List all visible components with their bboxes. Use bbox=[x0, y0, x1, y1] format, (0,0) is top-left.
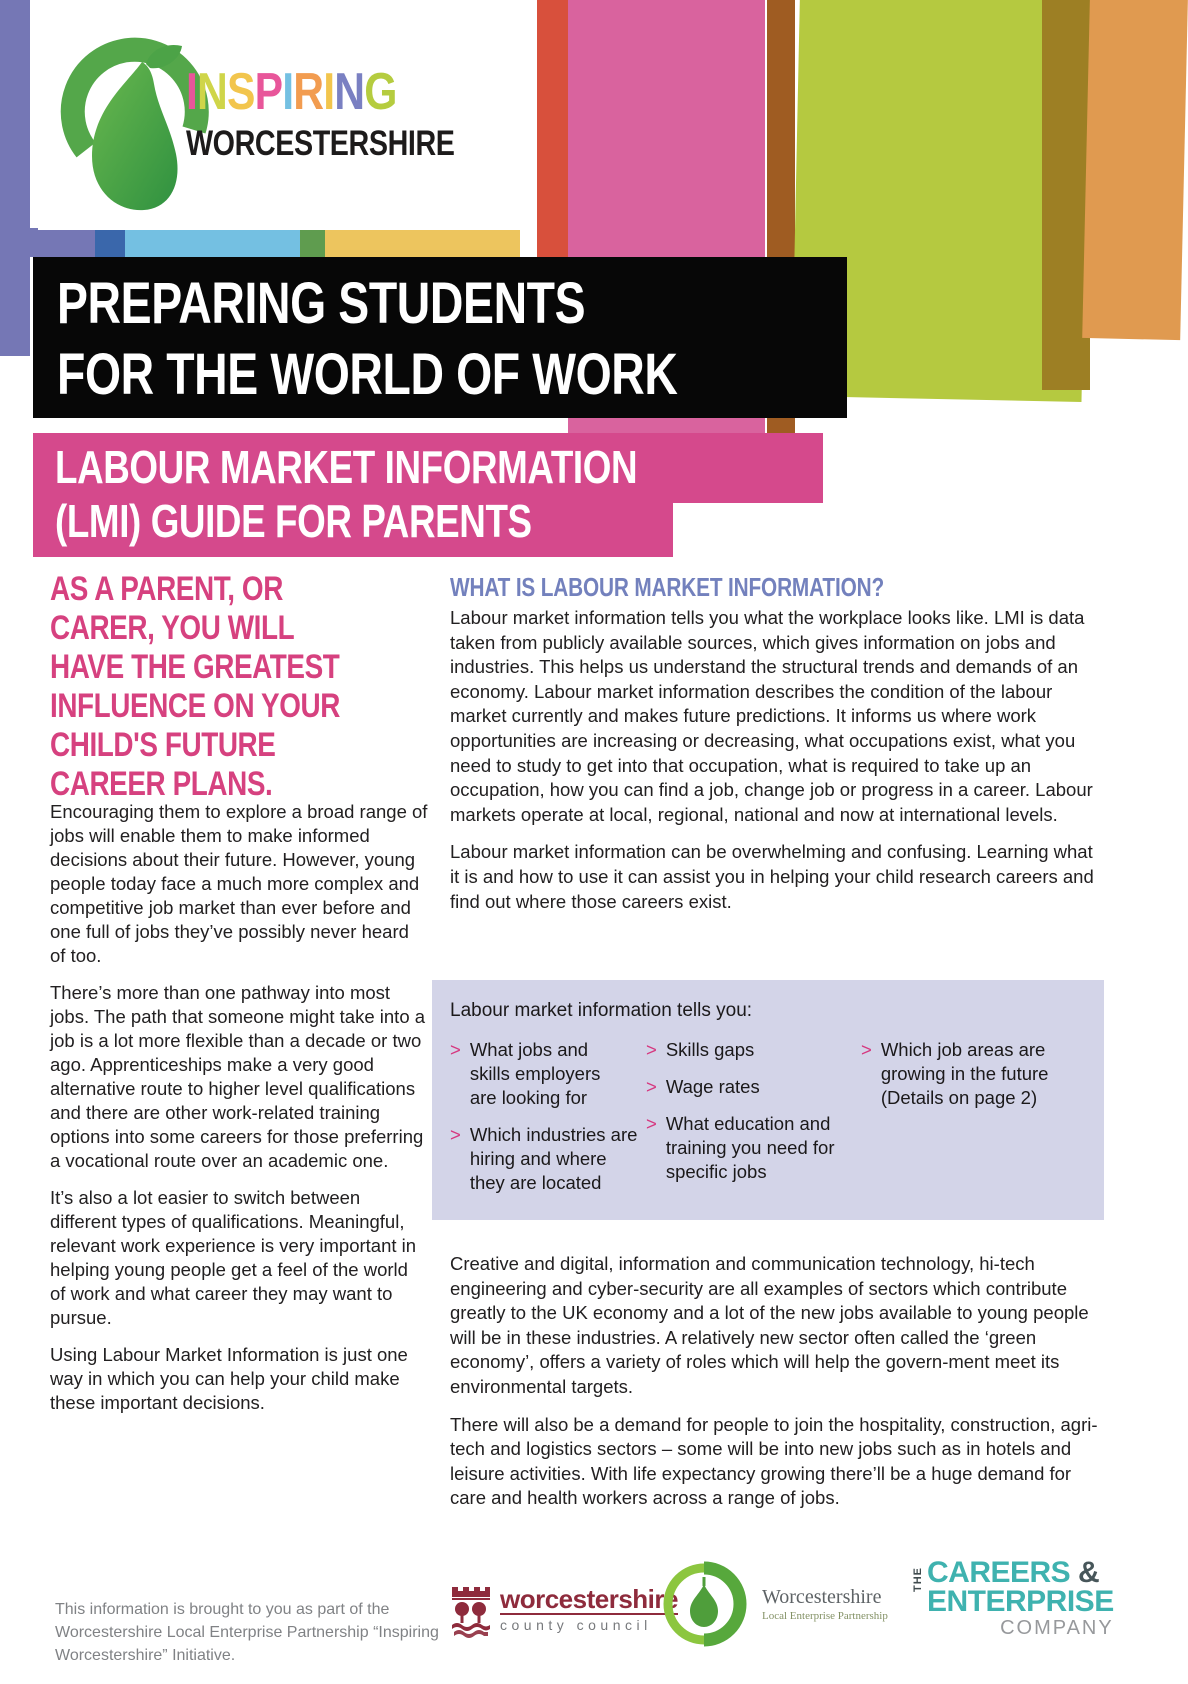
paragraph: It’s also a lot easier to switch between different types of qualifications. Meaningful, relevant work experience is very important in helping young people get a feel of the world of work and what career they may want to pursue. bbox=[50, 1187, 417, 1328]
list-item bbox=[646, 1112, 861, 1184]
brand-letter: I bbox=[323, 63, 335, 121]
art-strip-green bbox=[300, 228, 325, 257]
list-item-text: What education and training you need for specific jobs bbox=[665, 1113, 835, 1182]
chevron-bullet-icon: > bbox=[450, 1124, 461, 1145]
chevron-bullet-icon: > bbox=[450, 1039, 461, 1060]
lep-wordmark: Worcestershire bbox=[762, 1586, 882, 1608]
list-item bbox=[861, 1038, 1071, 1110]
brand-letter: G bbox=[364, 63, 397, 121]
careers-enterprise-company-logo bbox=[912, 1558, 1114, 1640]
brand-letter: S bbox=[227, 63, 255, 121]
list-item bbox=[450, 1038, 646, 1110]
art-strip-skyblue bbox=[125, 228, 300, 257]
title-line: FOR THE WORLD OF WORK bbox=[57, 342, 678, 407]
cec-company-line: COMPANY bbox=[1000, 1617, 1114, 1639]
infobox-column-3 bbox=[861, 1038, 1071, 1208]
list-item bbox=[646, 1038, 861, 1062]
right-column-heading bbox=[450, 572, 1110, 603]
chevron-bullet-icon: > bbox=[646, 1076, 657, 1097]
title-banner bbox=[33, 257, 847, 418]
brand-letter: R bbox=[293, 63, 324, 121]
worcestershire-lep-logo bbox=[660, 1560, 888, 1648]
heading-line: CAREER PLANS. bbox=[50, 765, 273, 803]
heading-line: INFLUENCE ON YOUR bbox=[50, 687, 340, 725]
brand-wordmark-inspiring bbox=[186, 62, 455, 122]
worcestershire-county-council-logo bbox=[450, 1585, 678, 1641]
county-crest-icon bbox=[450, 1585, 492, 1641]
heading-line: CHILD'S FUTURE bbox=[50, 726, 276, 764]
heading-line: CARER, YOU WILL bbox=[50, 609, 295, 647]
list-item bbox=[450, 1123, 646, 1195]
list-item-text: Skills gaps bbox=[665, 1039, 755, 1060]
art-block-orange bbox=[1082, 0, 1188, 340]
cec-careers-line bbox=[927, 1558, 1114, 1587]
left-column-heading bbox=[50, 570, 450, 804]
title-line: PREPARING STUDENTS bbox=[57, 271, 586, 336]
cec-enterprise-line: ENTERPRISE bbox=[927, 1585, 1114, 1618]
brand-letter: N bbox=[334, 63, 365, 121]
paragraph: Labour market information tells you what the workplace looks like. LMI is data taken from publicly available sources, which gives information on jobs and industries. This helps us understand the structural trends and demands of an economy. Labour market information describes the condition of the labour market currently and makes future predictions. It informs us where work opportunities are increasing or decreasing, what occupations exist, what you need to study to get into that occupation, what is required to take up an occupation, how you can find a job, change job or progress in a career. Labour markets operate at local, regional, national and now at international levels. bbox=[450, 607, 1093, 825]
paragraph: There’s more than one pathway into most jobs. The path that someone might take into a job is a lot more flexible than a decade or two ago. Apprenticeships make a very good alternative route to higher level qualifications and there are other work-related training options into some careers for those preferring a vocational route over an academic one. bbox=[50, 982, 426, 1171]
list-item-text: Which job areas are growing in the future (Details on page 2) bbox=[880, 1039, 1049, 1108]
subtitle-line: (LMI) GUIDE FOR PARENTS bbox=[55, 495, 532, 547]
lep-subtitle: Local Enterprise Partnership bbox=[762, 1610, 888, 1622]
paragraph: Labour market information can be overwhelming and confusing. Learning what it is and how to use it can assist you in helping your child research careers and find out where those careers exist. bbox=[450, 841, 1094, 912]
right-column-body bbox=[450, 606, 1100, 927]
heading-line: HAVE THE GREATEST bbox=[50, 648, 340, 686]
art-strip-darkblue bbox=[95, 228, 125, 257]
brand-letter: I bbox=[282, 63, 294, 121]
art-strip-amber bbox=[325, 228, 520, 257]
brand-letter: P bbox=[254, 63, 283, 121]
paragraph: There will also be a demand for people to join the hospitality, construction, agri-tech and logistics sectors – some will be into new jobs such as in hotels and leisure activities. With life expectancy growing there’ll be a huge demand for care and health workers across a range of jobs. bbox=[450, 1413, 1098, 1509]
art-strip-red bbox=[537, 0, 568, 257]
lmi-infobox bbox=[432, 980, 1104, 1220]
left-column-body bbox=[50, 800, 428, 1428]
paragraph: Encouraging them to explore a broad range of jobs will enable them to make informed decisions about their future. However, young people today face a much more complex and competitive job market than ever before and one full of jobs they’ve possibly never heard of too. bbox=[50, 801, 428, 966]
subtitle-line: LABOUR MARKET INFORMATION bbox=[55, 441, 638, 493]
wcc-subtitle: county council bbox=[500, 1617, 652, 1633]
infobox-title: Labour market information tells you: bbox=[450, 1000, 753, 1021]
heading-line: WHAT IS LABOUR MARKET INFORMATION? bbox=[450, 572, 885, 602]
cec-the-label: THE bbox=[912, 1567, 924, 1592]
brand-letter: N bbox=[197, 63, 228, 121]
infobox-column-2 bbox=[646, 1038, 861, 1208]
brand-letter: I bbox=[186, 63, 198, 121]
cec-ampersand: & bbox=[1078, 1556, 1100, 1589]
subtitle-banner-text bbox=[55, 440, 783, 548]
art-strip-periwinkle bbox=[0, 0, 30, 356]
wcc-wordmark: worcestershire bbox=[500, 1584, 678, 1614]
right-column-body-lower bbox=[450, 1252, 1110, 1524]
cec-careers-text: CAREERS bbox=[927, 1556, 1079, 1589]
footer-note: This information is brought to you as part of the Worcestershire Local Enterprise Partnership “Inspiring Worcestershire” Initiative. bbox=[55, 1601, 439, 1664]
list-item bbox=[646, 1075, 861, 1099]
list-item-text: What jobs and skills employers are looking for bbox=[469, 1039, 601, 1108]
paragraph: Using Labour Market Information is just one way in which you can help your child make these important decisions. bbox=[50, 1344, 408, 1413]
chevron-bullet-icon: > bbox=[646, 1113, 657, 1134]
inspiring-worcestershire-logo bbox=[38, 0, 537, 230]
art-strip-periwinkle-2 bbox=[30, 228, 95, 257]
chevron-bullet-icon: > bbox=[646, 1039, 657, 1060]
paragraph: Creative and digital, information and communication technology, hi-tech engineering and cyber-security are all examples of sectors which contribute greatly to the UK economy and a lot of the new jobs available to young people will be in these industries. A relatively new sector often called the ‘green economy’, offers a variety of roles which will help the govern-ment meet its environmental targets. bbox=[450, 1253, 1089, 1397]
heading-line: AS A PARENT, OR bbox=[50, 570, 283, 608]
list-item-text: Wage rates bbox=[665, 1076, 760, 1097]
lep-pear-circle-icon bbox=[660, 1560, 748, 1648]
brand-wordmark-worcestershire: WORCESTERSHIRE bbox=[186, 124, 455, 163]
infobox-column-1 bbox=[450, 1038, 646, 1208]
chevron-bullet-icon: > bbox=[861, 1039, 872, 1060]
list-item-text: Which industries are hiring and where they are located bbox=[469, 1124, 638, 1193]
